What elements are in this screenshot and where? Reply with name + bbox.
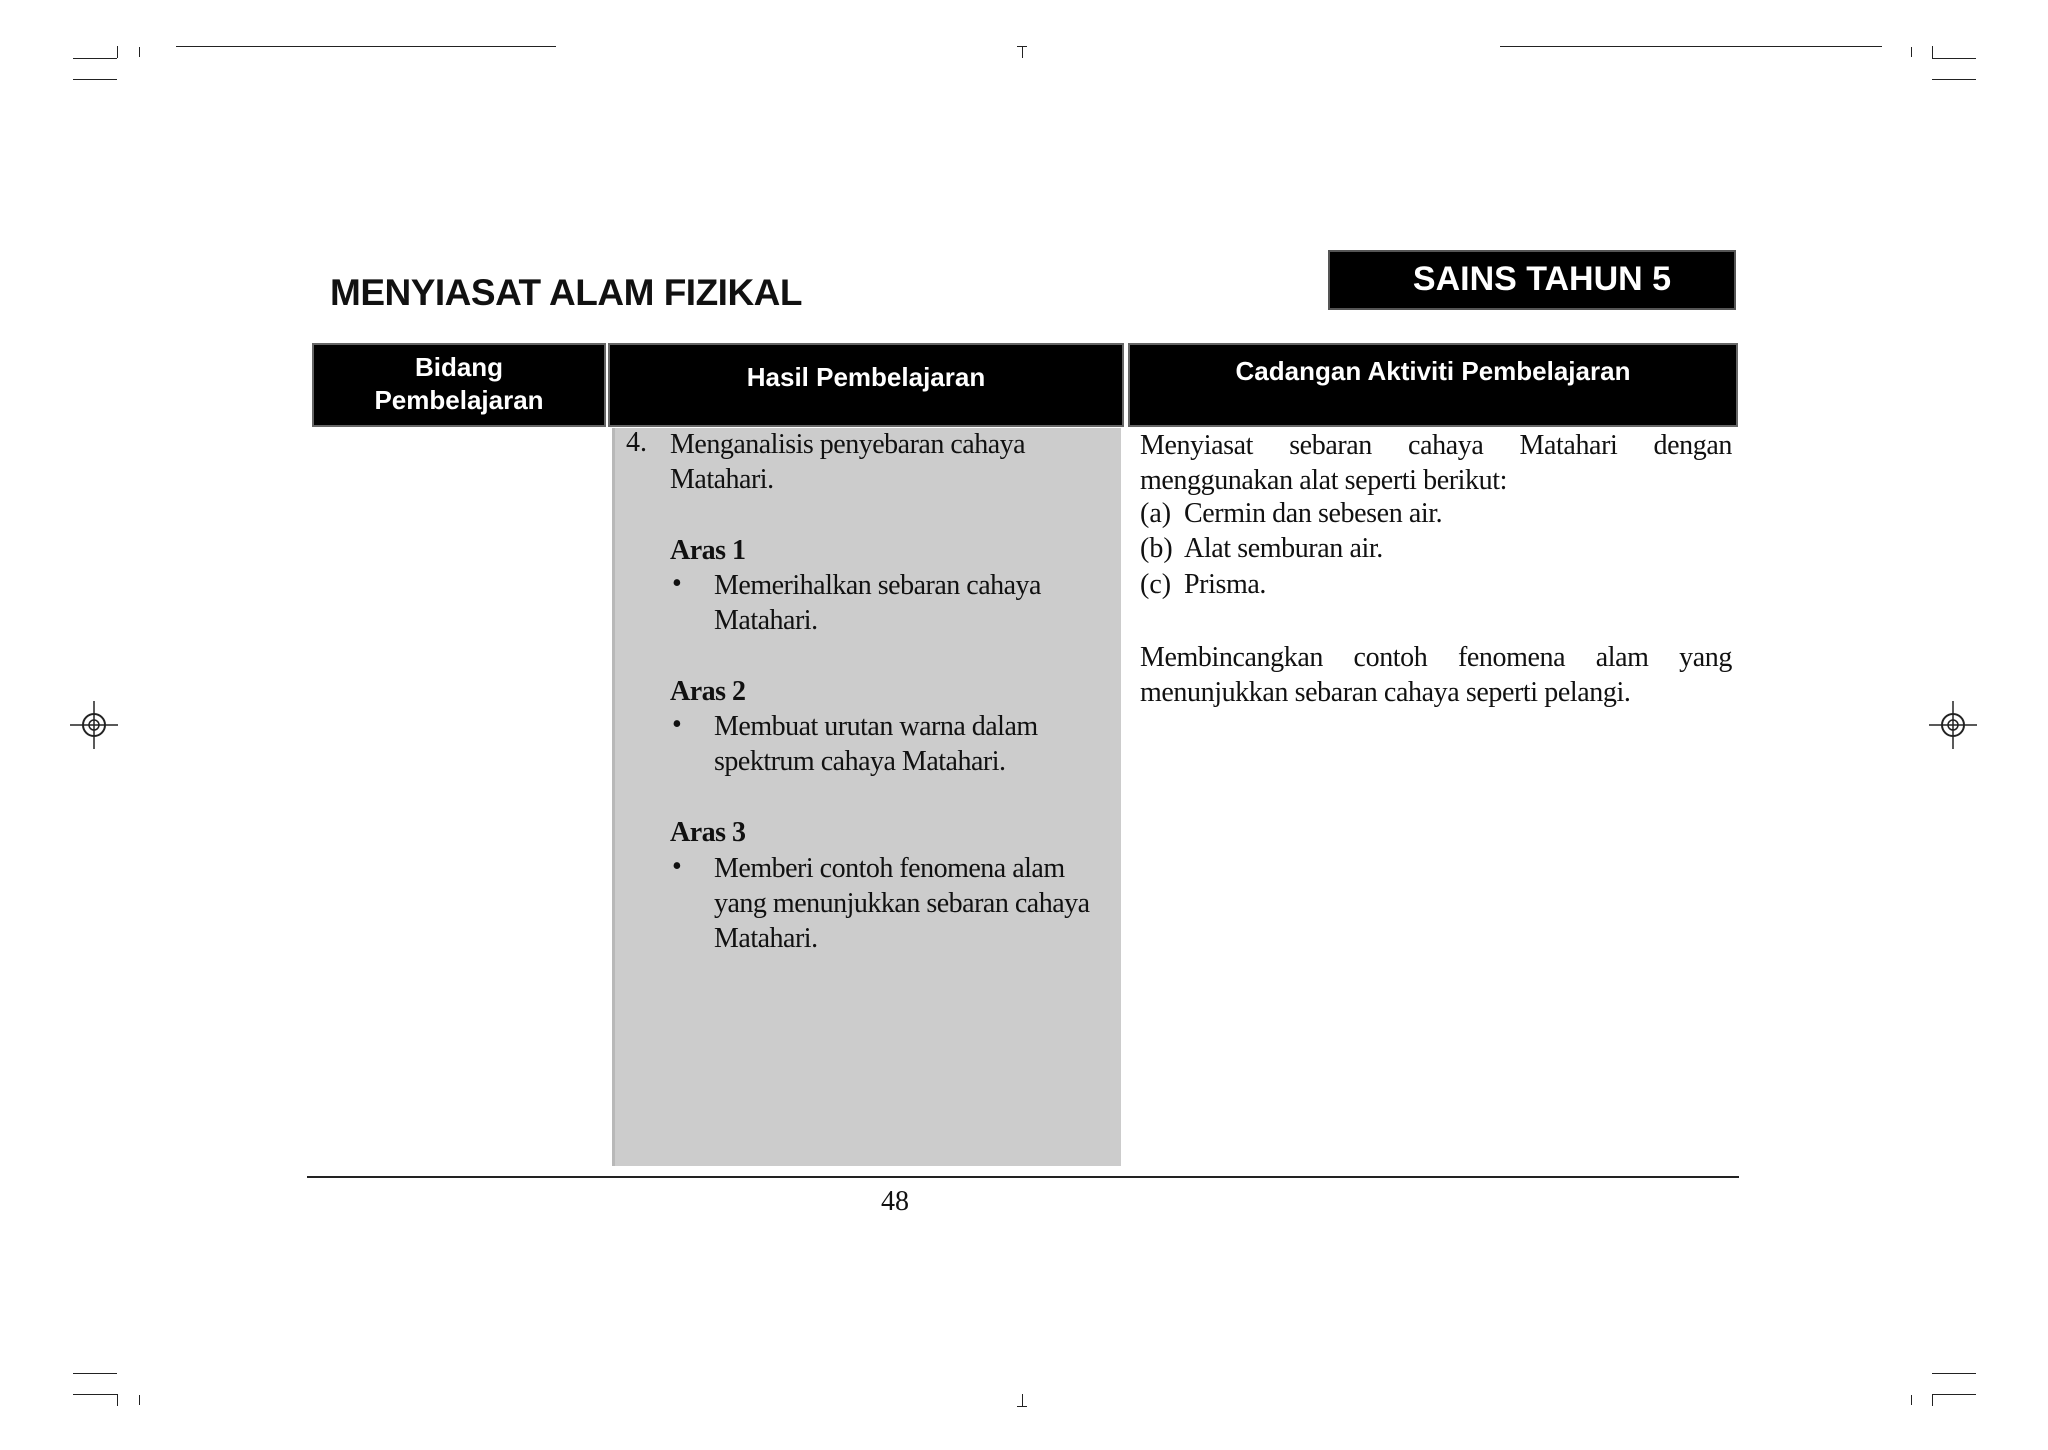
column-header-bidang: Bidang Pembelajaran xyxy=(312,343,606,427)
crop-mark xyxy=(117,1394,118,1406)
section-title: MENYIASAT ALAM FIZIKAL xyxy=(330,272,803,313)
level-text-line: Memberi contoh fenomena alam xyxy=(714,853,1065,884)
crop-mark xyxy=(1500,46,1882,47)
level-label: Aras 1 xyxy=(670,535,746,566)
crop-mark xyxy=(1932,46,1933,58)
crop-mark xyxy=(1932,1394,1933,1406)
crop-mark xyxy=(73,1373,117,1374)
level-text-line: Memerihalkan sebaran cahaya xyxy=(714,570,1041,601)
crop-mark xyxy=(139,1395,140,1405)
bullet-icon: • xyxy=(672,851,682,882)
crop-mark xyxy=(1932,1394,1976,1395)
level-text-line: Matahari. xyxy=(714,923,818,954)
level-label: Aras 2 xyxy=(670,676,746,707)
crop-mark xyxy=(117,46,118,58)
activity-discussion: Membincangkan contoh fenomena alam yang menunjukkan sebaran cahaya seperti pelangi. xyxy=(1140,642,1732,708)
activity-item-label: (b) xyxy=(1140,533,1173,564)
activity-item-label: (c) xyxy=(1140,569,1172,600)
subject-badge: SAINS TAHUN 5 xyxy=(1328,250,1736,310)
bullet-icon: • xyxy=(672,709,682,740)
crop-mark xyxy=(1911,1395,1912,1405)
level-text-line: spektrum cahaya Matahari. xyxy=(714,746,1006,777)
crop-mark xyxy=(73,1394,117,1395)
activity-intro: Menyiasat sebaran cahaya Matahari dengan menggunakan alat seperti berikut: xyxy=(1140,430,1732,496)
page-number: 48 xyxy=(881,1186,909,1217)
crop-mark xyxy=(1932,1373,1976,1374)
level-text-line: Matahari. xyxy=(714,605,818,636)
outcome-title-line: Menganalisis penyebaran cahaya xyxy=(670,429,1026,460)
registration-mark-left xyxy=(70,701,118,749)
crop-mark xyxy=(1932,58,1976,59)
table-bottom-rule xyxy=(307,1176,1739,1178)
outcome-number: 4. xyxy=(626,427,647,458)
crop-mark xyxy=(1022,1394,1023,1406)
bullet-icon: • xyxy=(672,568,682,599)
activity-item-text: Cermin dan sebesen air. xyxy=(1184,498,1443,529)
activity-item-text: Prisma. xyxy=(1184,569,1266,600)
level-label: Aras 3 xyxy=(670,817,746,848)
crop-mark xyxy=(139,47,140,57)
crop-mark xyxy=(1932,79,1976,80)
level-text-line: yang menunjukkan sebaran cahaya xyxy=(714,888,1090,919)
crop-mark xyxy=(1017,1406,1027,1407)
crop-mark xyxy=(176,46,556,47)
column-header-hasil: Hasil Pembelajaran xyxy=(608,343,1124,427)
activity-item-label: (a) xyxy=(1140,498,1172,529)
outcome-title-line: Matahari. xyxy=(670,464,774,495)
registration-mark-right xyxy=(1929,701,1977,749)
crop-mark xyxy=(73,58,117,59)
crop-mark xyxy=(73,79,117,80)
crop-mark xyxy=(1022,46,1023,58)
crop-mark xyxy=(1911,47,1912,57)
level-text-line: Membuat urutan warna dalam xyxy=(714,711,1038,742)
activity-item-text: Alat semburan air. xyxy=(1184,533,1383,564)
column-header-cadangan: Cadangan Aktiviti Pembelajaran xyxy=(1128,343,1738,427)
